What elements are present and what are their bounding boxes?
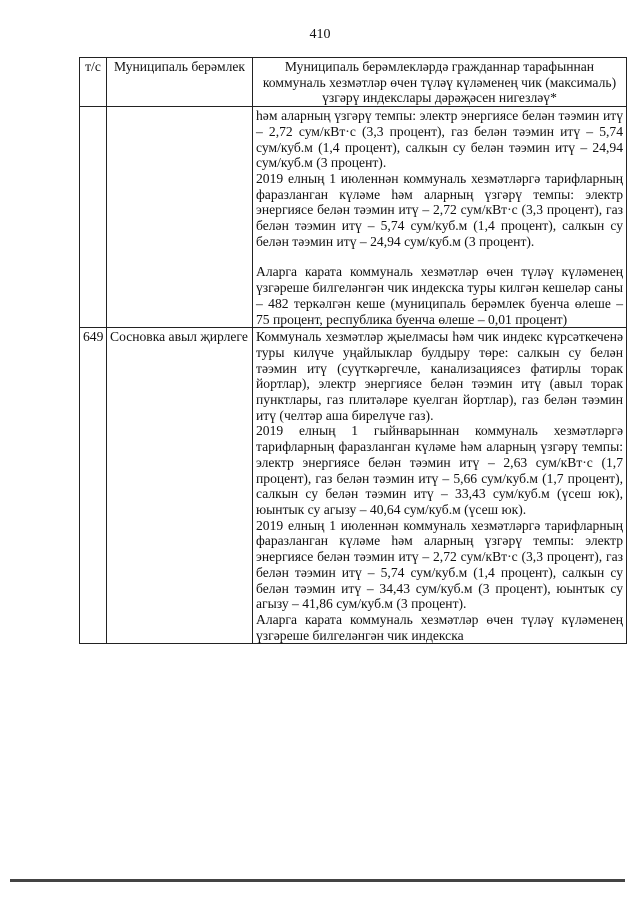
row-description: [253, 328, 627, 644]
table-header-row: [80, 58, 627, 107]
header-description: Муниципаль берәмлекләрдә гражданнар тарафыннан коммуналь хезмәтләр өчен түләү күләменең чик (максималь) үзгәрү индекслары дәрәҗәсен нигезләү*: [253, 58, 627, 107]
header-municipality: Муниципаль берәмлек: [107, 58, 253, 107]
table-row: [80, 107, 627, 328]
row-number: [80, 107, 107, 328]
description-paragraph: 2019 елның 1 гыйнварыннан коммуналь хезмәтләргә тарифларның фаразланган күләме һәм аларның үзгәрү темпы: электр энергиясе белән тәэмин итү – 2,63 сум/кВт·с (1,7 процент), газ белән тәэмин итү – 5,66 сум/куб.м (1,7 процент), салкын су белән тәэмин итү – 33,43 сум/куб.м (үсеш юк), юынтык су агызу – 40,64 сум/куб.м (үсеш юк).: [256, 423, 623, 517]
page-number: 410: [309, 27, 331, 42]
description-paragraph: һәм аларның үзгәрү темпы: электр энергиясе белән тәэмин итү – 2,72 сум/кВт·с (3,3 процент), газ белән тәэмин итү – 5,74 сум/куб.м (1,4 процент), салкын су белән тәэмин итү – 24,94 сум/куб.м (3 процент).: [256, 108, 623, 171]
row-number: 649: [80, 328, 107, 644]
row-description: [253, 107, 627, 328]
row-municipality: [107, 107, 253, 328]
description-paragraph: Аларга карата коммуналь хезмәтләр өчен түләү күләменең үзгәреше билгеләнгән чик индекска туры килгән кешеләр саны – 482 теркәлгән кеше (муниципаль берәмлек буенча өлеше – 75 процент, республика буенча өлеше – 0,01 процент): [256, 264, 623, 327]
page-bottom-rule: [10, 879, 625, 882]
description-paragraph: Аларга карата коммуналь хезмәтләр өчен түләү күләменең үзгәреше билгеләнгән чик индекска: [256, 611, 623, 643]
table-row: [80, 328, 627, 644]
tariff-table: [79, 57, 627, 644]
header-num: т/с: [80, 58, 107, 107]
row-municipality: Сосновка авыл җирлеге: [107, 328, 253, 644]
description-paragraph: 2019 елның 1 июленнән коммуналь хезмәтләргә тарифларның фаразланган күләме һәм аларның үзгәрү темпы: электр энергиясе белән тәэмин итү – 2,72 сум/кВт·с (3,3 процент), газ белән тәэмин итү – 5,74 сум/куб.м (1,4 процент), салкын су белән тәэмин итү – 34,43 сум/куб.м (3 процент), юынтык су агызу – 41,86 сум/куб.м (3 процент).: [256, 517, 623, 612]
description-paragraph: 2019 елның 1 июленнән коммуналь хезмәтләргә тарифларның фаразланган күләме һәм аларның үзгәрү темпы: электр энергиясе белән тәэмин итү – 2,72 сум/кВт·с (3,3 процент), газ белән тәэмин итү – 5,74 сум/куб.м (1,4 процент), салкын су белән тәэмин итү – 24,94 сум/куб.м (3 процент).: [256, 170, 623, 249]
description-paragraph: Коммуналь хезмәтләр җыелмасы һәм чик индекс күрсәткеченә туры килүче уңайлыклар булдыру төре: салкын су белән тәэмин итү (суүткәргечле, канализациясез фатирлы торак йортлар), электр энергиясе белән тәэмин итү (авыл торак пунктлары, газ плитәләре куелган йортлар), газ белән тәэмин итү (челтәр аша бирелүче газ).: [256, 329, 623, 423]
